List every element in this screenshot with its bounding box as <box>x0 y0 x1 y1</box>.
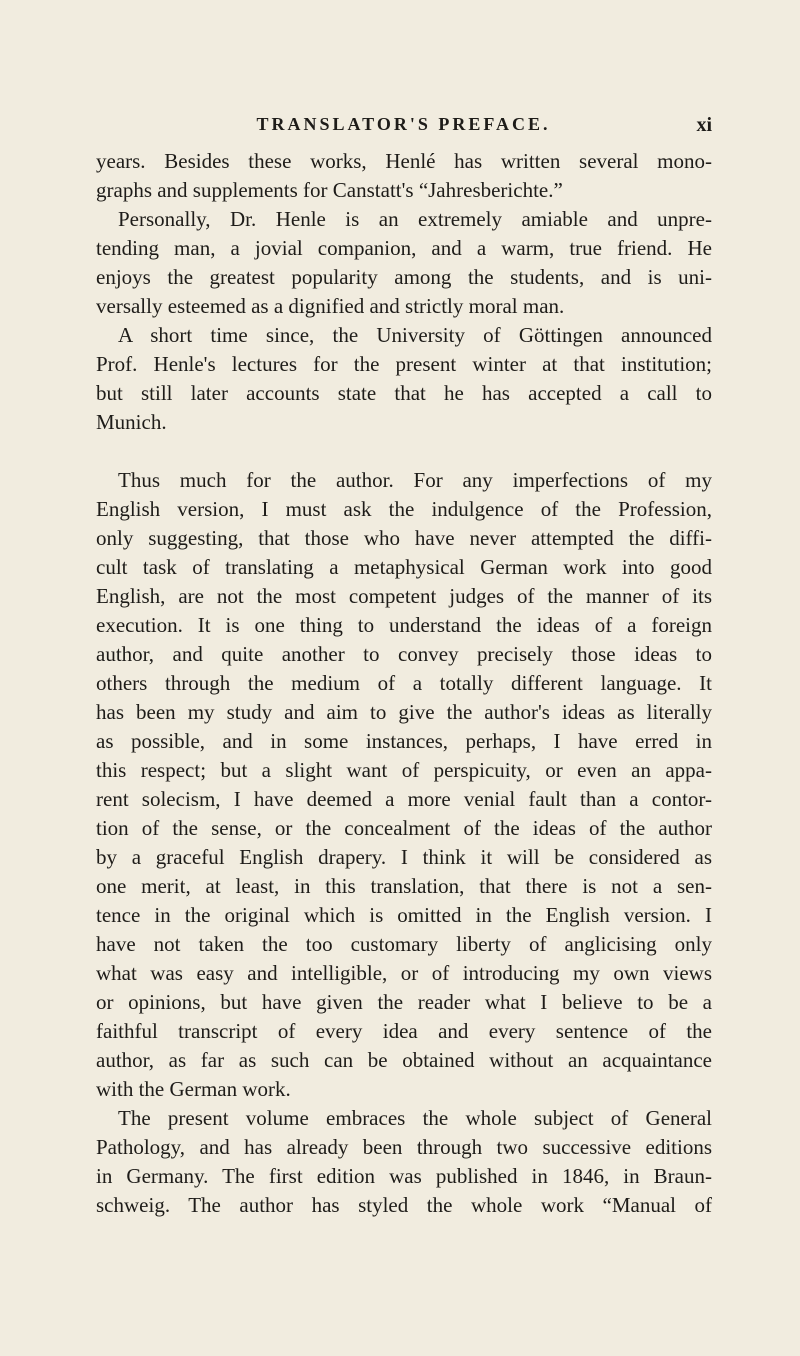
text-line: The present volume embraces the whole subject of General <box>118 1106 712 1130</box>
running-head <box>95 114 712 140</box>
text-line: English, are not the most competent judges of the manner of its <box>96 584 712 608</box>
text-line: but still later accounts state that he has accepted a call to <box>96 381 712 405</box>
text-line: only suggesting, that those who have never attempted the diffi- <box>96 526 712 550</box>
text-line: Pathology, and has already been through two successive editions <box>96 1135 712 1159</box>
text-line: A short time since, the University of Göttingen announced <box>118 323 712 347</box>
text-line: by a graceful English drapery. I think it will be considered as <box>96 845 712 869</box>
text-line: author, as far as such can be obtained without an acquaintance <box>96 1048 712 1072</box>
text-line: schweig. The author has styled the whole work “Manual of <box>96 1193 712 1217</box>
text-line: tending man, a jovial companion, and a warm, true friend. He <box>96 236 712 260</box>
text-line: Munich. <box>96 410 167 434</box>
text-line: English version, I must ask the indulgence of the Profession, <box>96 497 712 521</box>
text-line: years. Besides these works, Henlé has written several mono- <box>96 149 712 173</box>
text-line: has been my study and aim to give the author's ideas as literally <box>96 700 712 724</box>
text-line: one merit, at least, in this translation, that there is not a sen- <box>96 874 712 898</box>
text-line: tence in the original which is omitted in the English version. I <box>96 903 712 927</box>
text-line: have not taken the too customary liberty of anglicising only <box>96 932 712 956</box>
text-line: what was easy and intelligible, or of introducing my own views <box>96 961 712 985</box>
text-line: Prof. Henle's lectures for the present winter at that institution; <box>96 352 712 376</box>
running-title: TRANSLATOR'S PREFACE. <box>256 114 551 134</box>
text-line: as possible, and in some instances, perhaps, I have erred in <box>96 729 712 753</box>
text-line: author, and quite another to convey precisely those ideas to <box>96 642 712 666</box>
text-line: in Germany. The first edition was published in 1846, in Braun- <box>96 1164 712 1188</box>
text-line: Thus much for the author. For any imperfections of my <box>118 468 712 492</box>
text-line: versally esteemed as a dignified and strictly moral man. <box>96 294 565 318</box>
text-line: Personally, Dr. Henle is an extremely amiable and unpre- <box>118 207 712 231</box>
text-line: rent solecism, I have deemed a more venial fault than a contor- <box>96 787 712 811</box>
text-line: with the German work. <box>96 1077 291 1101</box>
page-number: xi <box>696 114 712 136</box>
text-line: tion of the sense, or the concealment of the ideas of the author <box>96 816 712 840</box>
text-line: graphs and supplements for Canstatt's “Jahresberichte.” <box>96 178 563 202</box>
text-line: faithful transcript of every idea and every sentence of the <box>96 1019 712 1043</box>
text-line: others through the medium of a totally different language. It <box>96 671 712 695</box>
text-line: this respect; but a slight want of perspicuity, or even an appa- <box>96 758 712 782</box>
text-line: enjoys the greatest popularity among the students, and is uni- <box>96 265 712 289</box>
text-line: or opinions, but have given the reader what I believe to be a <box>96 990 712 1014</box>
text-line: cult task of translating a metaphysical German work into good <box>96 555 712 579</box>
text-line: execution. It is one thing to understand the ideas of a foreign <box>96 613 712 637</box>
